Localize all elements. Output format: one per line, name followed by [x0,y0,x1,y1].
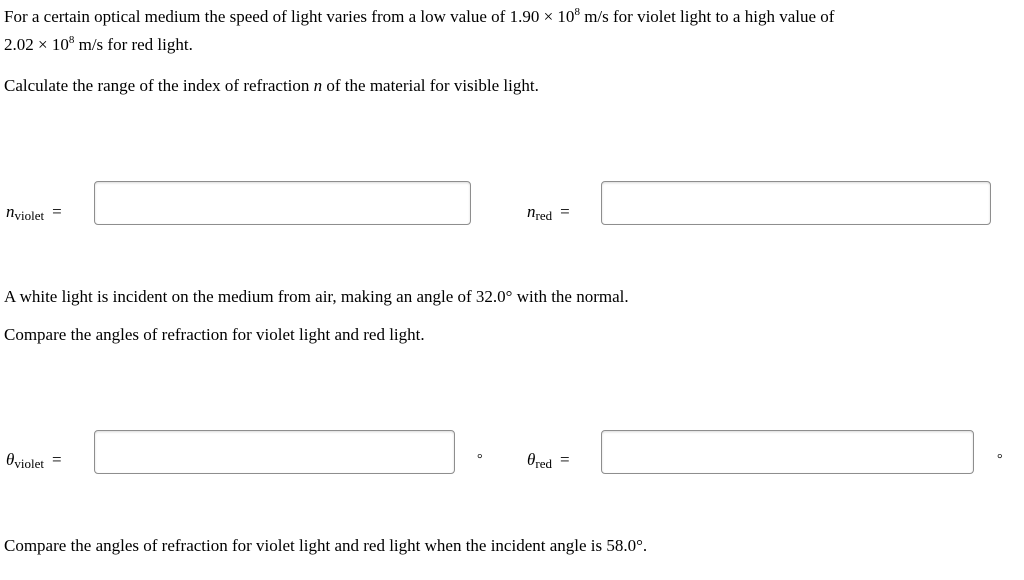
exponent: 8 [574,6,580,18]
n-violet-input[interactable] [94,181,471,225]
question-compare-angles-58: Compare the angles of refraction for violet light and red light when the incident angle is 58.0°. [4,536,648,555]
question-index-range: Calculate the range of the index of refraction n of the material for visible light. [4,76,539,95]
incident-light-context: A white light is incident on the medium from air, making an angle of 32.0° with the normal. [4,287,629,306]
n-red-input[interactable] [601,181,991,225]
degree-unit: ° [997,452,1003,467]
problem-intro: For a certain optical medium the speed of light varies from a low value of $1.90 \times 10^8$ m/s for violet light to a high value of $2.02 \times 10^8$ m/s for red light. [4,6,835,54]
exponent: 8 [68,34,75,46]
theta-violet-input[interactable] [94,430,455,474]
n-red-label: $n_{red}$ = [527,202,570,223]
question-compare-angles: Compare the angles of refraction for violet light and red light. [4,325,425,344]
n-violet-label: $n_{violet}$ = [6,202,62,223]
theta-red-input[interactable] [601,430,974,474]
theta-red-label: $\theta_{red}$ = [527,450,570,471]
theta-violet-label: $\theta_{violet}$ = [6,450,62,471]
degree-unit: ° [477,452,483,467]
